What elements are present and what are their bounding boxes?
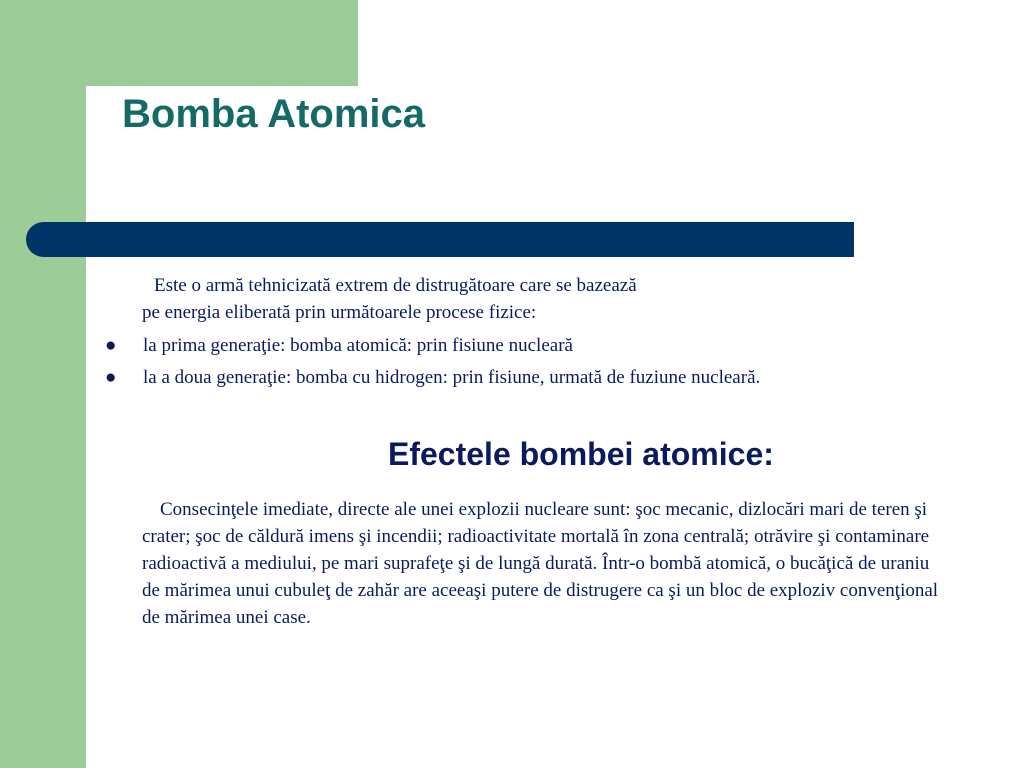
intro-text — [142, 272, 842, 326]
paragraph-text: Consecinţele imediate, directe ale unei explozii nucleare sunt: şoc mecanic, dizlocări mari de teren şi crater; şoc de căldură imens şi incendii; radioactivitate mortală în zona centrală; otrăvire şi contaminare radioactivă a mediului, pe mari suprafeţe şi de lungă durată. Într-o bombă atomică, o bucăţică de uraniu de mărimea unui cubuleţ de zahăr are aceeaşi putere de distrugere ca şi un bloc de exploziv convenţional de mărimea unei case. — [142, 499, 939, 628]
slide-title: Bomba Atomica — [122, 92, 426, 136]
bullet-list — [105, 332, 905, 396]
bullet-text: la prima generaţie: bomba atomică: prin fisiune nucleară — [143, 335, 573, 356]
intro-line-1: Este o armă tehnicizată extrem de distrugătoare care se bazează — [154, 275, 637, 296]
list-item — [105, 364, 905, 391]
effects-paragraph — [142, 496, 942, 631]
bullet-dot-icon: ● — [105, 367, 117, 388]
bullet-text: la a doua generaţie: bomba cu hidrogen: prin fisiune, urmată de fuziune nucleară. — [143, 367, 761, 388]
title-divider-bar — [26, 222, 854, 257]
bullet-dot-icon: ● — [105, 335, 117, 356]
list-item — [105, 332, 905, 359]
section-heading: Efectele bombei atomice: — [388, 436, 774, 472]
green-side-band — [0, 0, 86, 768]
intro-line-2: pe energia eliberată prin următoarele procese fizice: — [142, 302, 537, 323]
green-top-band — [0, 0, 358, 86]
